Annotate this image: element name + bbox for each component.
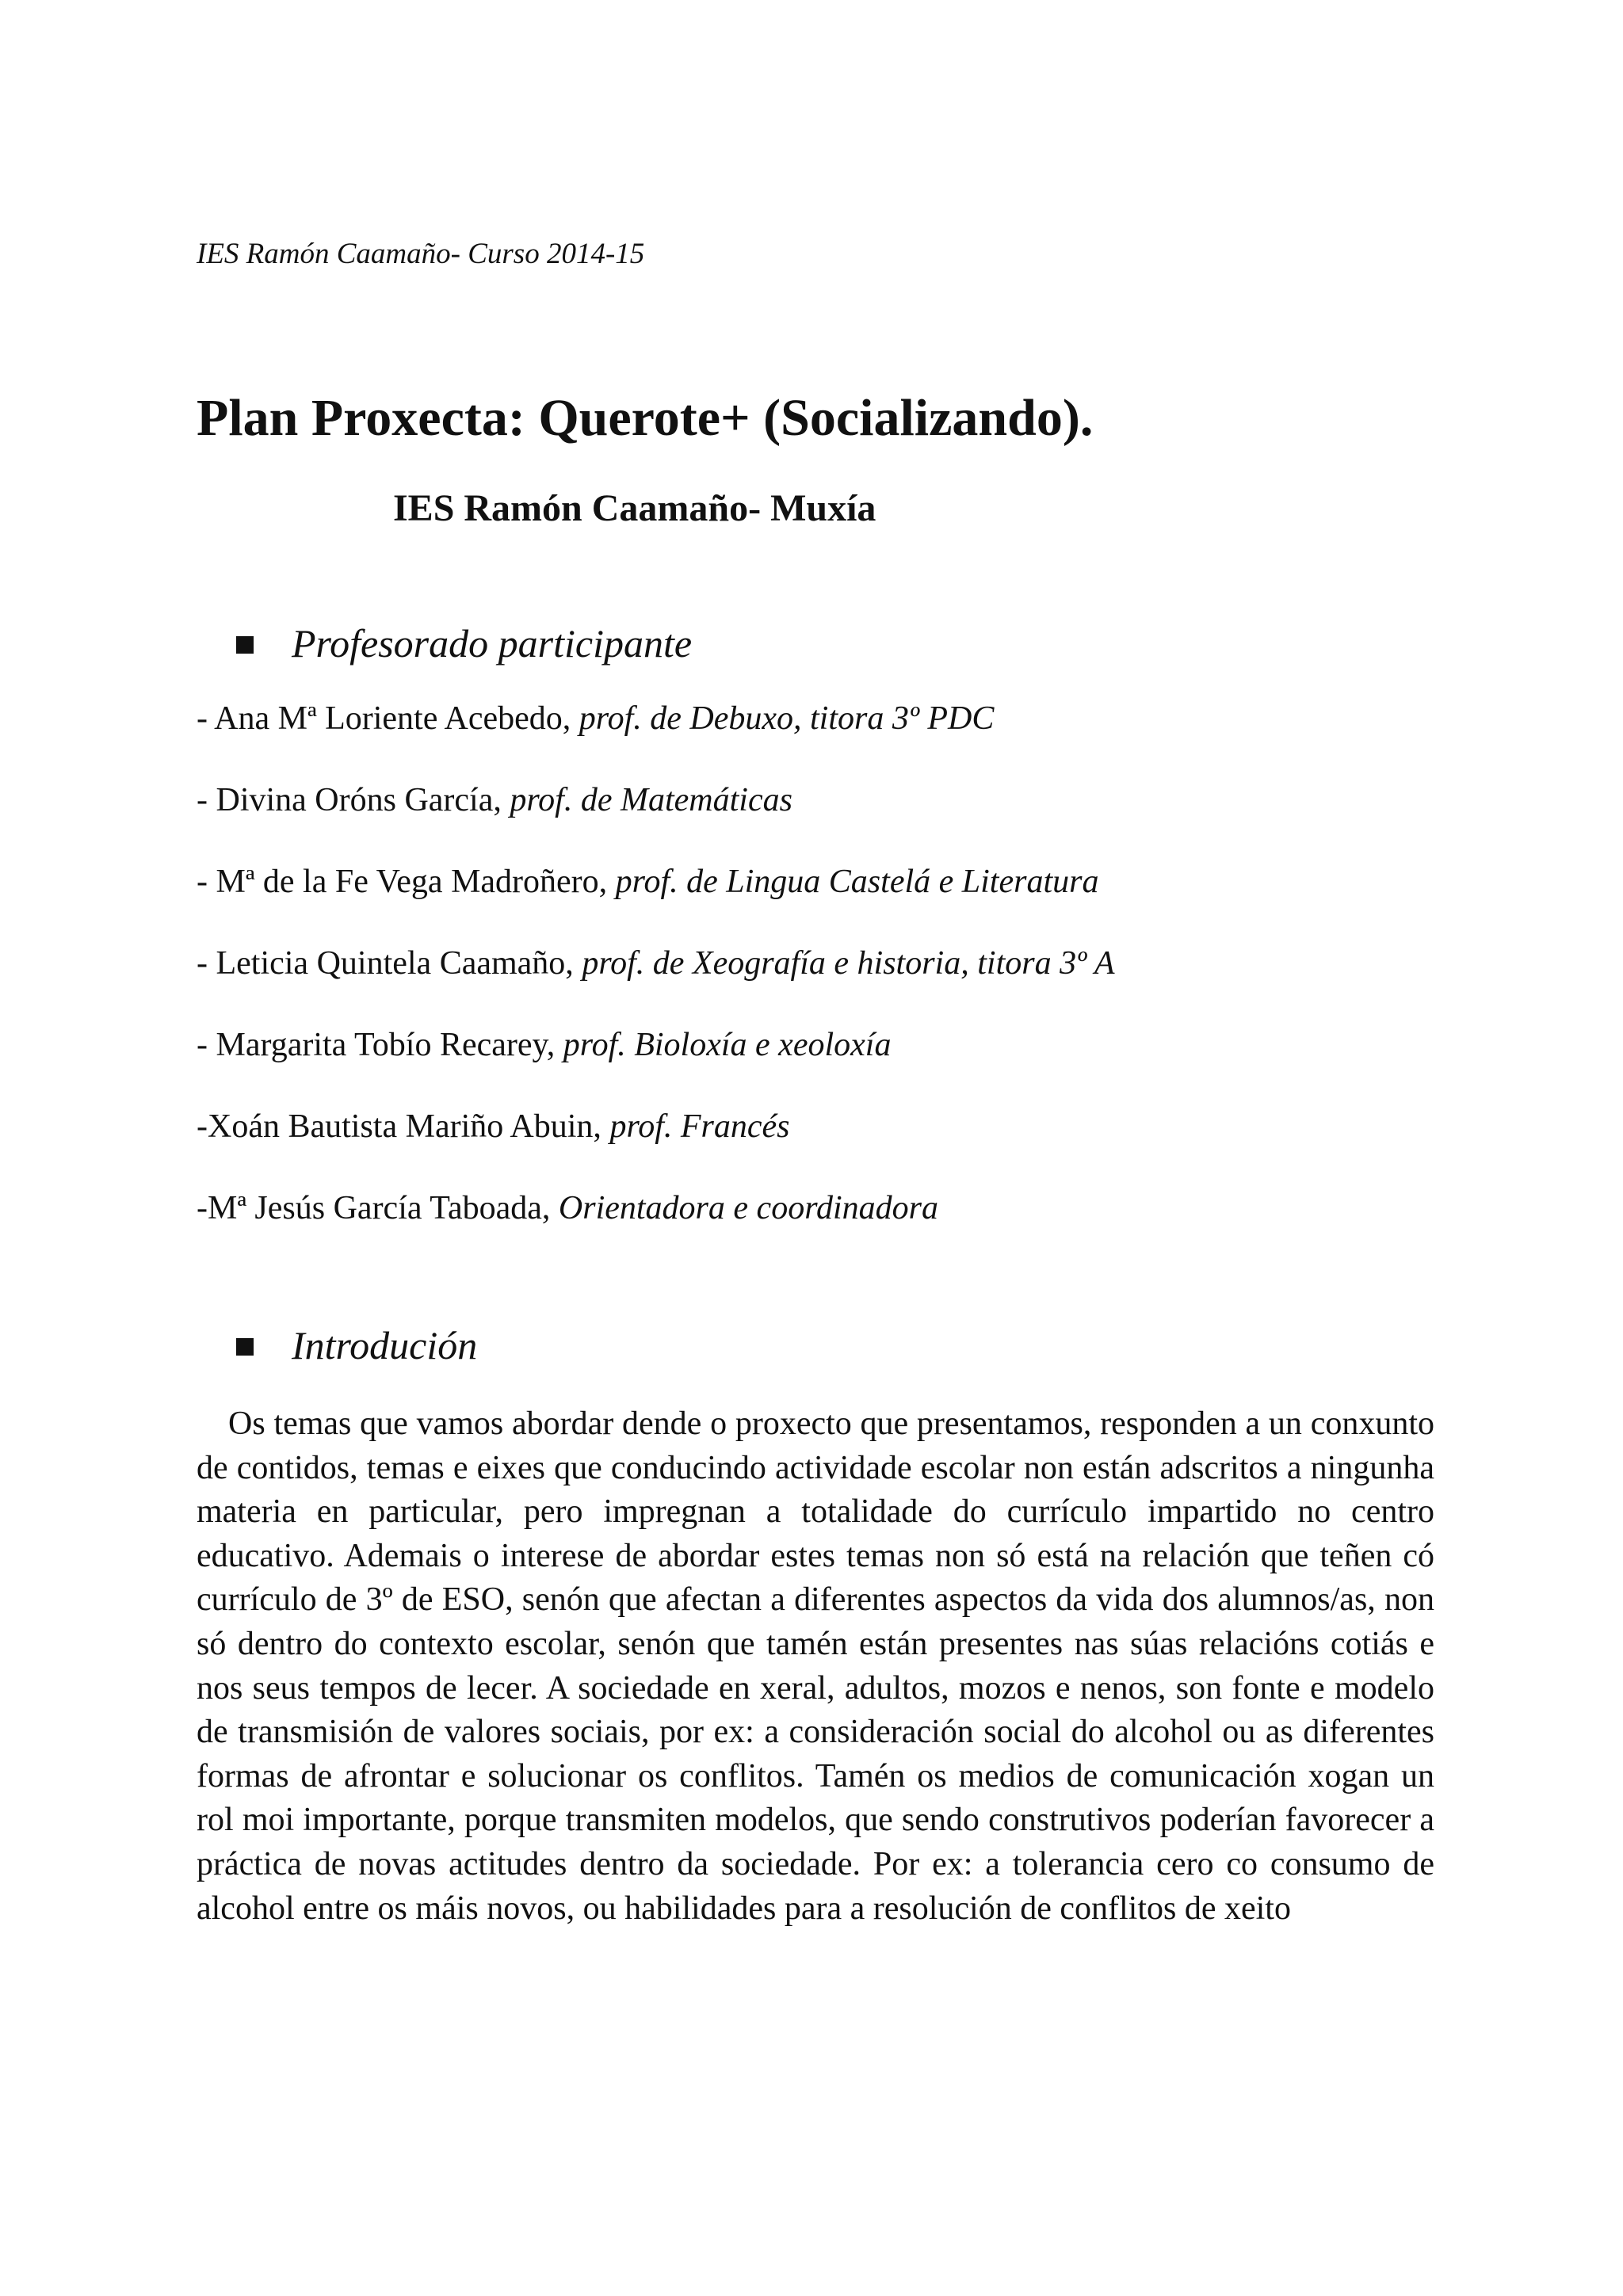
staff-list-item xyxy=(197,697,1115,779)
staff-role: prof. de Xeografía e historia, titora 3º A xyxy=(582,945,1115,982)
staff-role: prof. de Lingua Castelá e Literatura xyxy=(615,864,1099,900)
staff-role: prof. de Debuxo, titora 3º PDC xyxy=(579,700,995,737)
staff-role: prof. Francés xyxy=(609,1108,790,1145)
staff-list-item xyxy=(197,1024,1115,1105)
square-bullet-icon xyxy=(236,636,254,654)
intro-paragraph: Os temas que vamos abordar dende o proxecto que presentamos, responden a un conxunto de contidos, temas e eixes que conducindo actividade escolar non están adscritos a ningunha materia en particular, pero impregnan a totalidade do currículo impartido no centro educativo. Ademais o interese de abordar estes temas non só está na relación que teñen có currículo de 3º de ESO, senón que afectan a diferentes aspectos da vida dos alumnos/as, non só dentro do contexto escolar, senón que tamén están presentes nas súas relacións cotiás e nos seus tempos de lecer. A sociedade en xeral, adultos, mozos e nenos, son fonte e modelo de transmisión de valores sociais, por ex: a consideración social do alcohol ou as diferentes formas de afrontar e solucionar os conflitos. Tamén os medios de comunicación xogan un rol moi importante, porque transmiten modelos, que sendo construtivos poderían favorecer a práctica de novas actitudes dentro da sociedade. Por ex: a tolerancia cero co consumo de alcohol entre os máis novos, ou habilidades para a resolución de conflitos de xeito xyxy=(197,1405,1434,1927)
document-title: Plan Proxecta: Querote+ (Socializando). xyxy=(197,389,1094,447)
staff-role: prof. Bioloxía e xeoloxía xyxy=(563,1027,892,1063)
staff-name: -Xoán Bautista Mariño Abuin, xyxy=(197,1108,610,1145)
section-heading-intro xyxy=(236,1320,477,1371)
running-header: IES Ramón Caamaño- Curso 2014-15 xyxy=(197,238,645,270)
staff-name: - Divina Oróns García, xyxy=(197,782,510,818)
section-heading-staff xyxy=(236,618,692,669)
square-bullet-icon xyxy=(236,1338,254,1356)
staff-name: - Leticia Quintela Caamaño, xyxy=(197,945,582,982)
staff-list-item xyxy=(197,942,1115,1024)
document-subtitle: IES Ramón Caamaño- Muxía xyxy=(393,487,876,529)
staff-list-item xyxy=(197,1105,1115,1187)
staff-name: - Margarita Tobío Recarey, xyxy=(197,1027,563,1063)
staff-name: - Mª de la Fe Vega Madroñero, xyxy=(197,864,616,900)
staff-name: - Ana Mª Loriente Acebedo, xyxy=(197,700,579,737)
section-heading-text: Profesorado participante xyxy=(292,621,693,666)
staff-role: prof. de Matemáticas xyxy=(510,782,792,818)
staff-list-item xyxy=(197,1187,1115,1268)
section-heading-text: Introdución xyxy=(292,1323,478,1367)
staff-list-item xyxy=(197,779,1115,860)
staff-list xyxy=(197,697,1115,1268)
staff-role: Orientadora e coordinadora xyxy=(558,1190,938,1226)
staff-name: -Mª Jesús García Taboada, xyxy=(197,1190,559,1226)
staff-list-item xyxy=(197,860,1115,942)
